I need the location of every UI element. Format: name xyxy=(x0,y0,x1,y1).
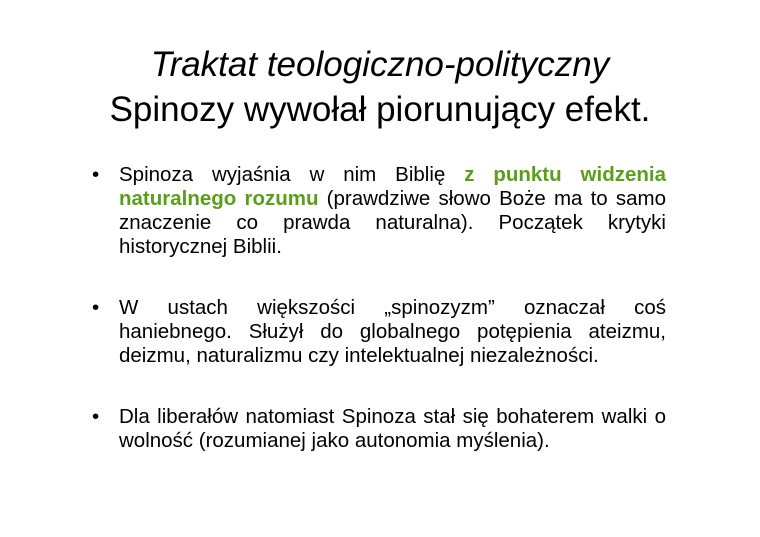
bullet-1-text-start: Spinoza wyjaśnia w nim Biblię xyxy=(119,163,465,186)
bullet-1-highlight: z punktu widzenia naturalnego rozumu xyxy=(119,163,666,210)
bullet-3-text: Dla liberałów natomiast Spinoza stał się bohaterem walki o wolność (rozumianej jako autonomia myślenia). xyxy=(119,405,666,452)
title-line-2: Spinozy wywołał piorunujący efekt. xyxy=(109,90,651,129)
bullet-point-icon: • xyxy=(92,163,100,186)
slide-title xyxy=(0,42,760,132)
bullet-item-3 xyxy=(92,405,666,453)
bullet-list xyxy=(92,163,666,453)
bullet-2-text: W ustach większości „spinozyzm” oznaczał coś haniebnego. Służył do globalnego potępienia ateizmu, deizmu, naturalizmu czy intelektualnej niezależności. xyxy=(119,296,666,367)
bullet-1-text-end: (prawdziwe słowo Boże ma to samo znaczenie co prawda naturalna). Początek krytyki historycznej Biblii. xyxy=(119,187,666,258)
bullet-item-2 xyxy=(92,296,666,368)
bullet-point-icon: • xyxy=(92,296,100,319)
title-line-1: Traktat teologiczno-polityczny xyxy=(150,45,610,84)
bullet-item-1 xyxy=(92,163,666,259)
bullet-point-icon: • xyxy=(92,405,100,428)
